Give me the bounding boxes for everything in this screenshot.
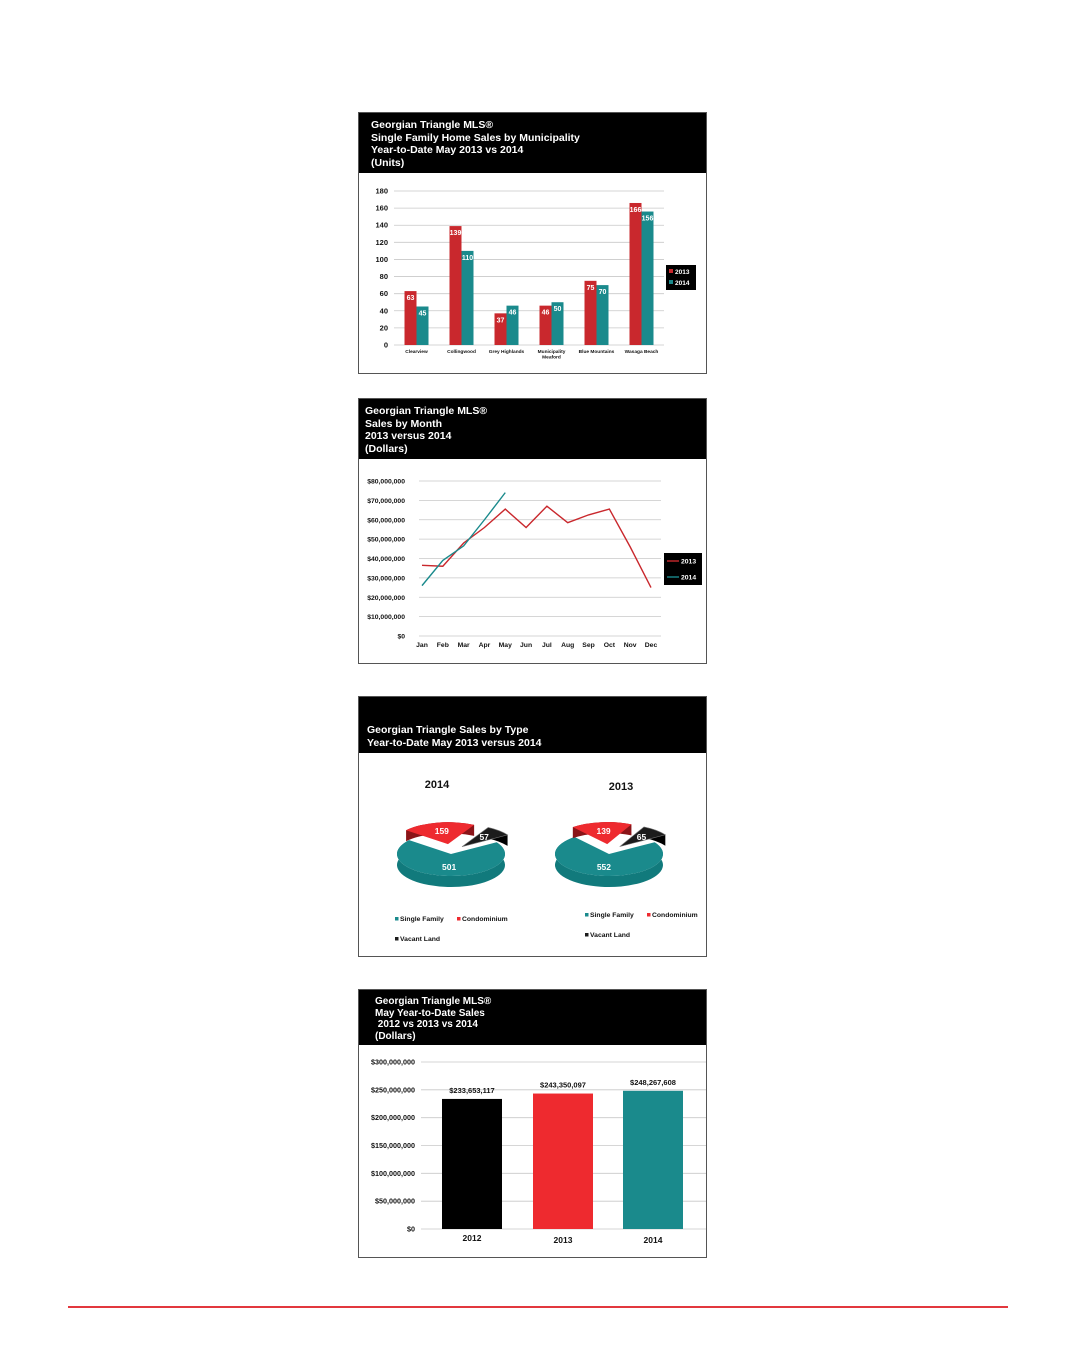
- legend-swatch: [585, 913, 589, 917]
- title-line: (Dollars): [375, 1030, 416, 1042]
- legend-label: Condominium: [462, 916, 508, 923]
- chart-panel-sales-by-type: [358, 696, 707, 957]
- data-label: 139: [596, 825, 611, 836]
- x-tick-label: May: [498, 642, 512, 649]
- data-label: $248,267,608: [630, 1077, 676, 1087]
- x-tick-label: Sep: [582, 642, 595, 649]
- data-label: $243,350,097: [540, 1080, 586, 1090]
- x-tick-label: Jun: [520, 642, 533, 649]
- series-line: [422, 506, 651, 587]
- x-tick-label: Mar: [457, 642, 470, 649]
- y-tick-label: $10,000,000: [367, 614, 405, 622]
- data-label: 63: [406, 295, 415, 303]
- bar: [442, 1099, 502, 1229]
- legend-label: Single Family: [400, 916, 444, 923]
- chart-title: [359, 113, 706, 173]
- data-label: 75: [586, 284, 595, 292]
- category-label: 2012: [462, 1233, 482, 1243]
- title-line: Georgian Triangle MLS®: [365, 405, 488, 417]
- x-tick-label: Dec: [644, 642, 658, 649]
- line-chart-sales-by-month: [359, 459, 706, 663]
- y-tick-label: $150,000,000: [371, 1141, 415, 1150]
- data-label: 552: [596, 862, 612, 873]
- legend-label: Condominium: [652, 912, 698, 919]
- legend-label: Vacant Land: [400, 936, 441, 943]
- y-tick-label: $70,000,000: [367, 497, 405, 505]
- footer-rule: [68, 1306, 1008, 1308]
- bar: [462, 251, 474, 345]
- chart-title: [359, 697, 706, 753]
- x-tick-label: Jul: [541, 642, 552, 649]
- title-line: Georgian Triangle MLS®: [375, 996, 492, 1007]
- chart-title: [359, 990, 706, 1045]
- category-label: Collingwood: [447, 350, 476, 355]
- legend-swatch: [585, 933, 589, 937]
- y-tick-label: $300,000,000: [371, 1057, 415, 1067]
- category-label: Blue Mountains: [578, 350, 615, 355]
- title-line: 2013 versus 2014: [365, 430, 452, 443]
- x-tick-label: Nov: [623, 642, 637, 649]
- chart-title: [359, 399, 706, 459]
- legend-swatch: [457, 917, 461, 921]
- category-label: 2014: [643, 1235, 663, 1245]
- data-label: 37: [496, 317, 505, 325]
- legend-label: 2013: [675, 269, 690, 276]
- y-tick-label: $20,000,000: [367, 594, 405, 602]
- title-line: May Year-to-Date Sales: [375, 1007, 485, 1019]
- title-line: Year-to-Date May 2013 vs 2014: [371, 144, 524, 157]
- data-label: 57: [479, 832, 489, 843]
- y-tick-label: 20: [379, 323, 388, 333]
- category-label: 2013: [553, 1235, 573, 1245]
- data-label: 70: [598, 289, 607, 297]
- y-tick-label: $100,000,000: [371, 1168, 415, 1178]
- y-tick-label: 80: [379, 272, 388, 282]
- x-tick-label: Jan: [416, 642, 428, 649]
- data-label: 46: [508, 309, 517, 317]
- legend-swatch: [647, 913, 651, 917]
- pie-title: 2014: [424, 779, 450, 791]
- chart-panel-sales-by-month: [358, 398, 707, 664]
- title-line: (Dollars): [365, 442, 408, 455]
- category-label: Wasaga Beach: [624, 350, 659, 355]
- chart-panel-ytd-sales: [358, 989, 707, 1258]
- data-label: 159: [434, 826, 449, 837]
- legend-label: 2014: [681, 574, 697, 582]
- bar: [642, 212, 654, 345]
- y-tick-label: 180: [375, 186, 388, 196]
- legend-swatch: [395, 937, 399, 941]
- data-label: 65: [636, 831, 647, 842]
- title-line: Georgian Triangle MLS®: [371, 119, 494, 131]
- legend-swatch: [669, 269, 673, 273]
- title-line: Sales by Month: [365, 417, 443, 430]
- category-label: Clearview: [405, 350, 428, 355]
- y-tick-label: $0: [397, 633, 405, 641]
- title-line: Georgian Triangle Sales by Type: [367, 724, 529, 736]
- title-line: Single Family Home Sales by Municipality: [371, 131, 580, 144]
- data-label: 156: [641, 215, 654, 223]
- category-label: Grey Highlands: [488, 350, 525, 355]
- data-label: 166: [629, 206, 642, 214]
- legend-label: 2013: [681, 558, 697, 566]
- y-tick-label: $250,000,000: [371, 1085, 415, 1095]
- y-tick-label: 60: [379, 289, 388, 299]
- y-tick-label: 0: [383, 340, 388, 350]
- y-tick-label: $50,000,000: [375, 1196, 415, 1206]
- bar: [450, 226, 462, 345]
- y-tick-label: $60,000,000: [367, 517, 405, 525]
- y-tick-label: $80,000,000: [367, 478, 405, 486]
- title-line: Year-to-Date May 2013 versus 2014: [367, 736, 542, 749]
- y-tick-label: $0: [407, 1224, 415, 1234]
- pie-title: 2013: [608, 781, 634, 793]
- title-line: 2012 vs 2013 vs 2014: [375, 1019, 478, 1030]
- y-tick-label: $30,000,000: [367, 575, 405, 583]
- data-label: 139: [449, 230, 462, 238]
- y-tick-label: $200,000,000: [371, 1113, 415, 1123]
- pie-charts-sales-by-type: [359, 753, 706, 956]
- data-label: 501: [441, 862, 457, 873]
- bar-chart-municipality: [359, 173, 706, 373]
- bar: [533, 1094, 593, 1229]
- x-tick-label: Apr: [478, 642, 491, 649]
- x-tick-label: Oct: [603, 642, 616, 649]
- x-tick-label: Feb: [436, 642, 449, 649]
- y-tick-label: 160: [375, 203, 388, 213]
- bar: [623, 1091, 683, 1229]
- chart-panel-municipality-sales: [358, 112, 707, 374]
- data-label: 50: [553, 306, 562, 314]
- y-tick-label: $50,000,000: [367, 536, 405, 544]
- legend-swatch: [669, 280, 673, 284]
- title-line: (Units): [371, 156, 405, 169]
- legend-label: Single Family: [590, 912, 634, 919]
- bar: [630, 203, 642, 345]
- data-label: 110: [461, 254, 474, 262]
- category-label: Meaford: [542, 355, 561, 361]
- category-label: Municipality: [537, 350, 566, 355]
- bar-chart-ytd-sales: [359, 1045, 706, 1257]
- data-label: $233,653,117: [449, 1085, 495, 1095]
- legend-label: Vacant Land: [590, 932, 631, 939]
- x-tick-label: Aug: [561, 642, 575, 649]
- legend-swatch: [395, 917, 399, 921]
- y-tick-label: $40,000,000: [367, 556, 405, 563]
- y-tick-label: 100: [375, 254, 388, 264]
- y-tick-label: 40: [379, 306, 388, 316]
- legend-label: 2014: [675, 280, 690, 287]
- data-label: 45: [418, 310, 427, 318]
- y-tick-label: 120: [375, 237, 388, 247]
- data-label: 46: [541, 309, 550, 317]
- y-tick-label: 140: [375, 220, 388, 230]
